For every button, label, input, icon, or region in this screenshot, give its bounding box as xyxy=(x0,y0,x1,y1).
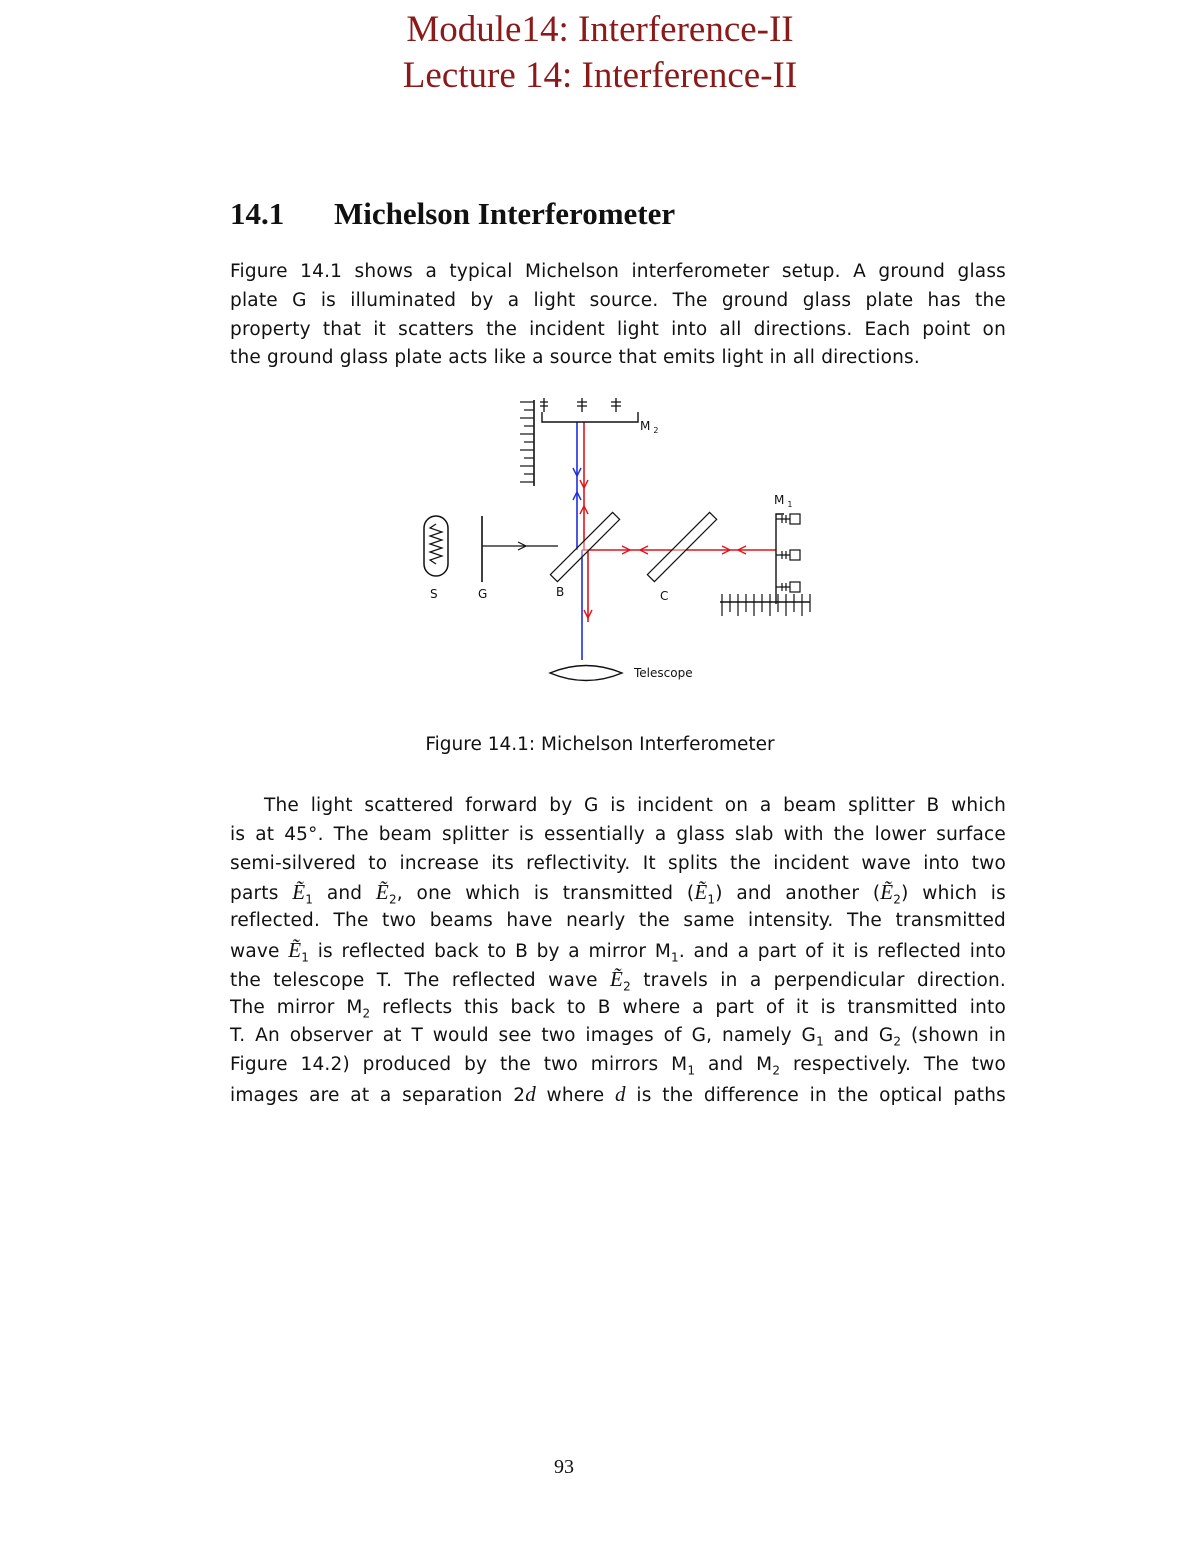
text-line: the ground glass plate acts like a source that emits light in all directions. xyxy=(230,347,920,369)
beam-splitter xyxy=(550,512,619,581)
text-line: reflected. The two beams have nearly the same intensity. The transmitted xyxy=(230,910,1006,932)
text-line: The mirror $M_2$ reflects this back to B where a part of it is transmitted into xyxy=(230,996,1006,1021)
michelson-diagram xyxy=(410,390,820,690)
figure-caption: Figure 14.1: Michelson Interferometer xyxy=(425,734,775,755)
section-title: Michelson Interferometer xyxy=(334,196,676,231)
label-b: B xyxy=(556,585,565,599)
text-line: is at 45°. The beam splitter is essentially a glass slab with the lower surface xyxy=(230,823,1006,845)
text-line: the telescope T. The reflected wave Ẽ$_2$ travels in a perpendicular direction. xyxy=(230,966,1006,994)
module-title: Module14: Interference-II xyxy=(406,9,794,50)
paragraph-body xyxy=(230,792,1006,1109)
label-m1: M $_1$ xyxy=(774,493,793,509)
text-line: plate G is illuminated by a light source. The ground glass plate has the xyxy=(230,289,1006,311)
compensator-plate xyxy=(647,512,716,581)
label-m2: M $_2$ xyxy=(640,419,659,435)
text-line: images are at a separation 2d where d is the difference in the optical paths xyxy=(230,1081,1006,1106)
text-line: T. An observer at T would see two images of G, namely $G_1$ and $G_2$ (shown in xyxy=(230,1025,1006,1050)
telescope-lens xyxy=(550,666,622,681)
mirror-m1 xyxy=(720,514,810,616)
lamp-filament-icon xyxy=(430,524,442,564)
label-g: G xyxy=(478,587,488,601)
text-line: Figure 14.2) produced by the two mirrors $M_1$ and $M_2$ respectively. The two xyxy=(230,1054,1006,1078)
paragraph-intro xyxy=(230,258,1006,373)
label-telescope: Telescope xyxy=(634,666,693,680)
label-c: C xyxy=(660,589,669,603)
text-line: The light scattered forward by G is incident on a beam splitter B which xyxy=(264,795,1006,816)
text-line: Figure 14.1 shows a typical Michelson interferometer setup. A ground glass xyxy=(230,261,1006,282)
text-line: property that it scatters the incident light into all directions. Each point on xyxy=(230,318,1006,340)
page-number: 93 xyxy=(554,1456,574,1478)
text-line: wave Ẽ$_1$ is reflected back to B by a mirror $M_1$. and a part of it is reflected into xyxy=(230,937,1006,965)
lecture-title: Lecture 14: Interference-II xyxy=(402,55,798,96)
section-number: 14.1 xyxy=(230,196,285,231)
section-heading xyxy=(230,196,675,232)
text-line: parts Ẽ$_1$ and Ẽ$_2$, one which is transmitted (Ẽ$_1$) and another (Ẽ$_2$) which is xyxy=(230,880,1006,908)
label-s: S xyxy=(430,587,438,601)
text-line: semi-silvered to increase its reflectivity. It splits the incident wave into two xyxy=(230,852,1006,874)
